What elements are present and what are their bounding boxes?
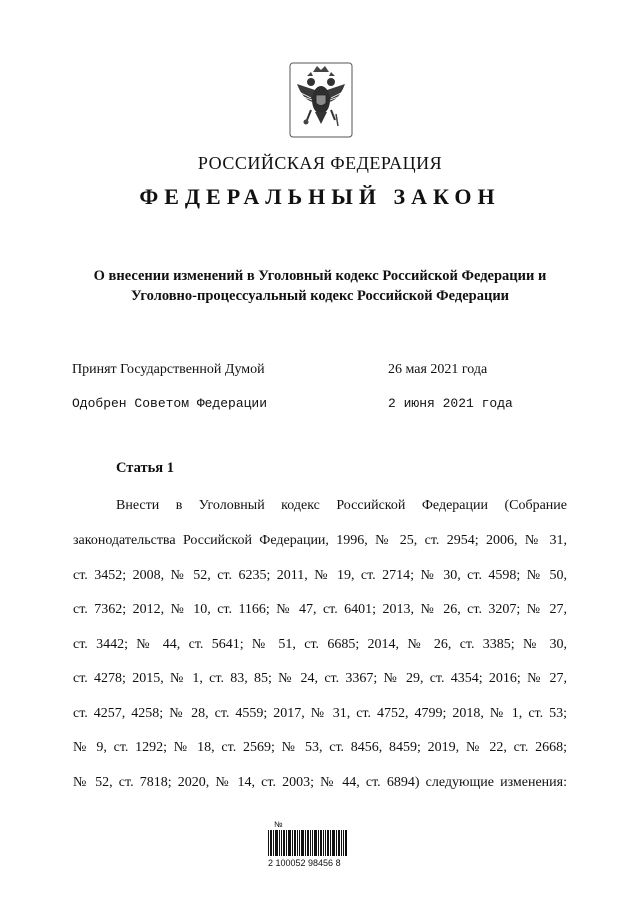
approval-label: Одобрен Советом Федерации (72, 396, 268, 411)
law-subject-title (60, 266, 580, 306)
article-text-line: № 9, ст. 1292; № 18, ст. 2569; № 53, ст. 8456, 8459; 2019, № 22, ст. 2668; (73, 740, 567, 755)
coat-of-arms-icon (289, 62, 353, 138)
article-text-line: ст. 7362; 2012, № 10, ст. 1166; № 47, ст. 6401; 2013, № 26, ст. 3207; № 27, (73, 602, 567, 617)
article-text-line: ст. 3442; № 44, ст. 5641; № 51, ст. 6685; 2014, № 26, ст. 3385; № 30, (73, 637, 567, 652)
approval-date: 2 июня 2021 года (388, 396, 513, 411)
adoption-label: Принят Государственной Думой (72, 362, 265, 377)
article-heading: Статья 1 (116, 460, 174, 476)
barcode-mark: № (274, 820, 283, 829)
article-text-line: законодательства Российской Федерации, 1996, № 25, ст. 2954; 2006, № 31, (73, 533, 567, 548)
article-text-line: № 52, ст. 7818; 2020, № 14, ст. 2003; № 44, ст. 6894) следующие изменения: (73, 775, 567, 790)
barcode-digits: 2 100052 98456 8 (268, 858, 341, 868)
article-text-line: Внести в Уголовный кодекс Российской Федерации (Собрание (116, 498, 567, 513)
article-text-line: ст. 3452; 2008, № 52, ст. 6235; 2011, № 19, ст. 2714; № 30, ст. 4598; № 50, (73, 568, 567, 583)
article-text-line: ст. 4257, 4258; № 28, ст. 4559; 2017, № 31, ст. 4752, 4799; 2018, № 1, ст. 53; (73, 706, 567, 721)
barcode (268, 820, 374, 870)
barcode-bars (268, 830, 348, 856)
article-text-line: ст. 4278; 2015, № 1, ст. 83, 85; № 24, ст. 3367; № 29, ст. 4354; 2016; № 27, (73, 671, 567, 686)
country-name: РОССИЙСКАЯ ФЕДЕРАЦИЯ (197, 153, 443, 173)
adoption-date: 26 мая 2021 года (388, 362, 488, 377)
law-subject-line-1: О внесении изменений в Уголовный кодекс Российской Федерации и (93, 268, 547, 284)
law-subject-line-2: Уголовно-процессуальный кодекс Российской Федерации (130, 288, 510, 304)
document-type-title: ФЕДЕРАЛЬНЫЙ ЗАКОН (139, 184, 501, 209)
